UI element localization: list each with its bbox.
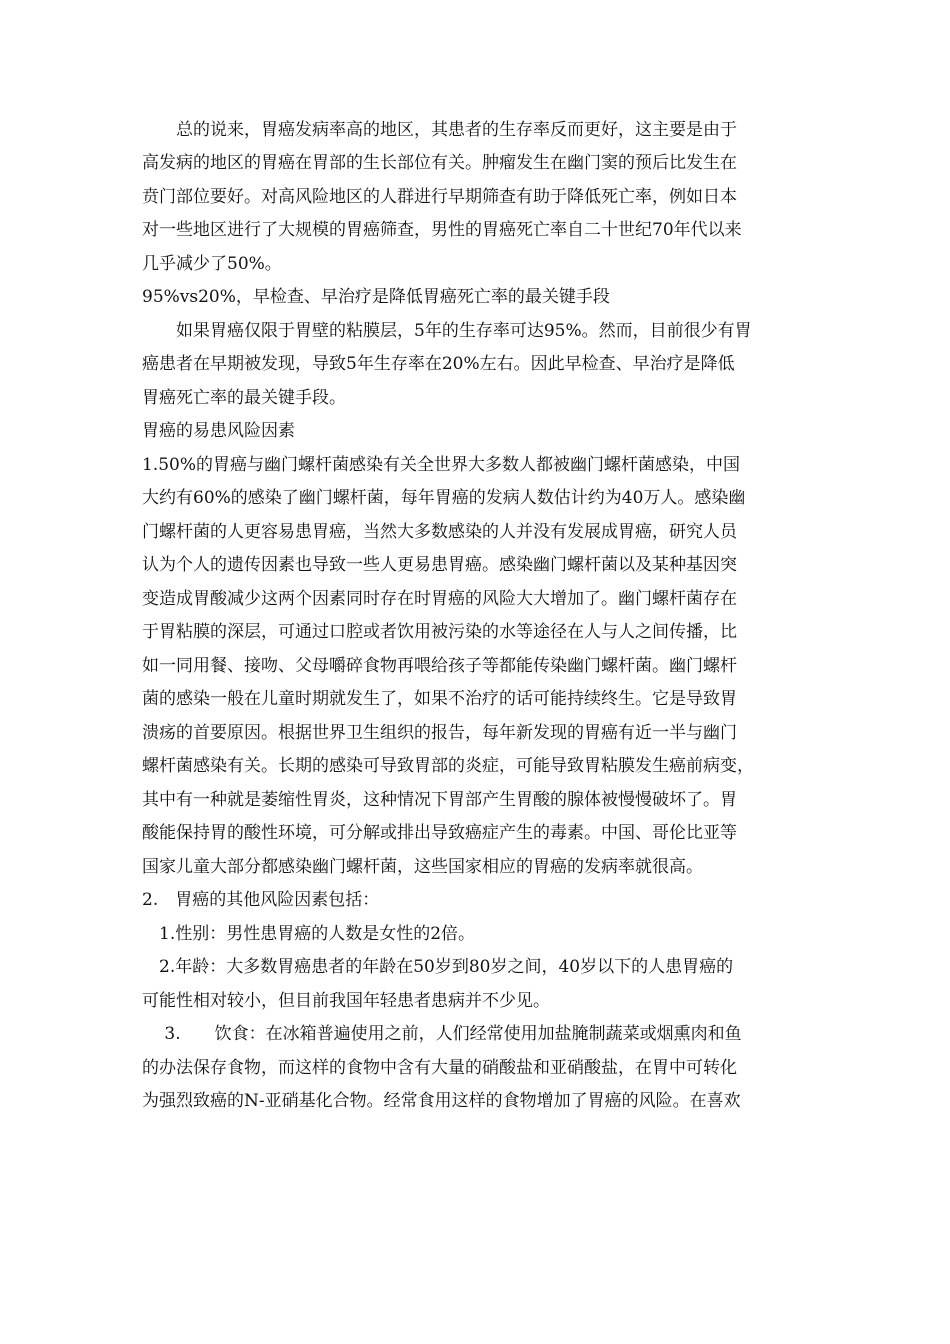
text-line: 变造成胃酸减少这两个因素同时存在时胃癌的风险大大增加了。幽门螺杆菌存在 [142, 589, 737, 609]
text-line: 门螺杆菌的人更容易患胃癌，当然大多数感染的人并没有发展成胃癌，研究人员 [142, 522, 737, 542]
text-line: 认为个人的遗传因素也导致一些人更易患胃癌。感染幽门螺杆菌以及某种基因突 [142, 555, 737, 575]
text-line: 螺杆菌感染有关。长期的感染可导致胃部的炎症，可能导致胃粘膜发生癌前病变， [142, 756, 754, 776]
list-heading: 2. 胃癌的其他风险因素包括： [142, 890, 380, 910]
text-line: 国家儿童大部分都感染幽门螺杆菌，这些国家相应的胃癌的发病率就很高。 [142, 857, 703, 877]
text-line: 可能性相对较小，但目前我国年轻患者患病并不少见。 [142, 991, 550, 1011]
text-line: 总的说来，胃癌发病率高的地区，其患者的生存率反而更好，这主要是由于 [142, 120, 737, 140]
text-line: 癌患者在早期被发现，导致5年生存率在20%左右。因此早检查、早治疗是降低 [142, 354, 735, 374]
text-line: 高发病的地区的胃癌在胃部的生长部位有关。肿瘤发生在幽门窦的预后比发生在 [142, 153, 737, 173]
text-line: 酸能保持胃的酸性环境，可分解或排出导致癌症产生的毒素。中国、哥伦比亚等 [142, 823, 737, 843]
text-line: 贲门部位要好。对高风险地区的人群进行早期筛查有助于降低死亡率，例如日本 [142, 187, 737, 207]
list-item: 1.性别：男性患胃癌的人数是女性的2倍。 [142, 924, 476, 944]
text-line: 其中有一种就是萎缩性胃炎，这种情况下胃部产生胃酸的腺体被慢慢破坏了。胃 [142, 790, 737, 810]
text-line: 菌的感染一般在儿童时期就发生了，如果不治疗的话可能持续终生。它是导致胃 [142, 689, 737, 709]
text-line: 对一些地区进行了大规模的胃癌筛查，男性的胃癌死亡率自二十世纪70年代以来 [142, 220, 742, 240]
list-item: 3. 饮食：在冰箱普遍使用之前，人们经常使用加盐腌制蔬菜或烟熏肉和鱼 [142, 1024, 742, 1044]
text-line: 溃疡的首要原因。根据世界卫生组织的报告，每年新发现的胃癌有近一半与幽门 [142, 723, 737, 743]
text-line: 1.50%的胃癌与幽门螺杆菌感染有关全世界大多数人都被幽门螺杆菌感染，中国 [142, 455, 741, 475]
text-line: 于胃粘膜的深层，可通过口腔或者饮用被污染的水等途径在人与人之间传播，比 [142, 622, 737, 642]
text-line: 几乎减少了50%。 [142, 254, 282, 274]
text-line: 胃癌死亡率的最关键手段。 [142, 388, 346, 408]
section-heading: 胃癌的易患风险因素 [142, 421, 295, 441]
list-item: 2.年龄：大多数胃癌患者的年龄在50岁到80岁之间，40岁以下的人患胃癌的 [142, 957, 734, 977]
text-line: 如果胃癌仅限于胃壁的粘膜层，5年的生存率可达95%。然而，目前很少有胃 [142, 321, 752, 341]
text-line: 大约有60%的感染了幽门螺杆菌，每年胃癌的发病人数估计约为40万人。感染幽 [142, 488, 746, 508]
text-line: 为强烈致癌的N-亚硝基化合物。经常食用这样的食物增加了胃癌的风险。在喜欢 [142, 1091, 741, 1111]
section-heading: 95%vs20%，早检查、早治疗是降低胃癌死亡率的最关键手段 [142, 287, 610, 307]
text-line: 的办法保存食物，而这样的食物中含有大量的硝酸盐和亚硝酸盐，在胃中可转化 [142, 1058, 737, 1078]
text-line: 如一同用餐、接吻、父母嚼碎食物再喂给孩子等都能传染幽门螺杆菌。幽门螺杆 [142, 656, 737, 676]
